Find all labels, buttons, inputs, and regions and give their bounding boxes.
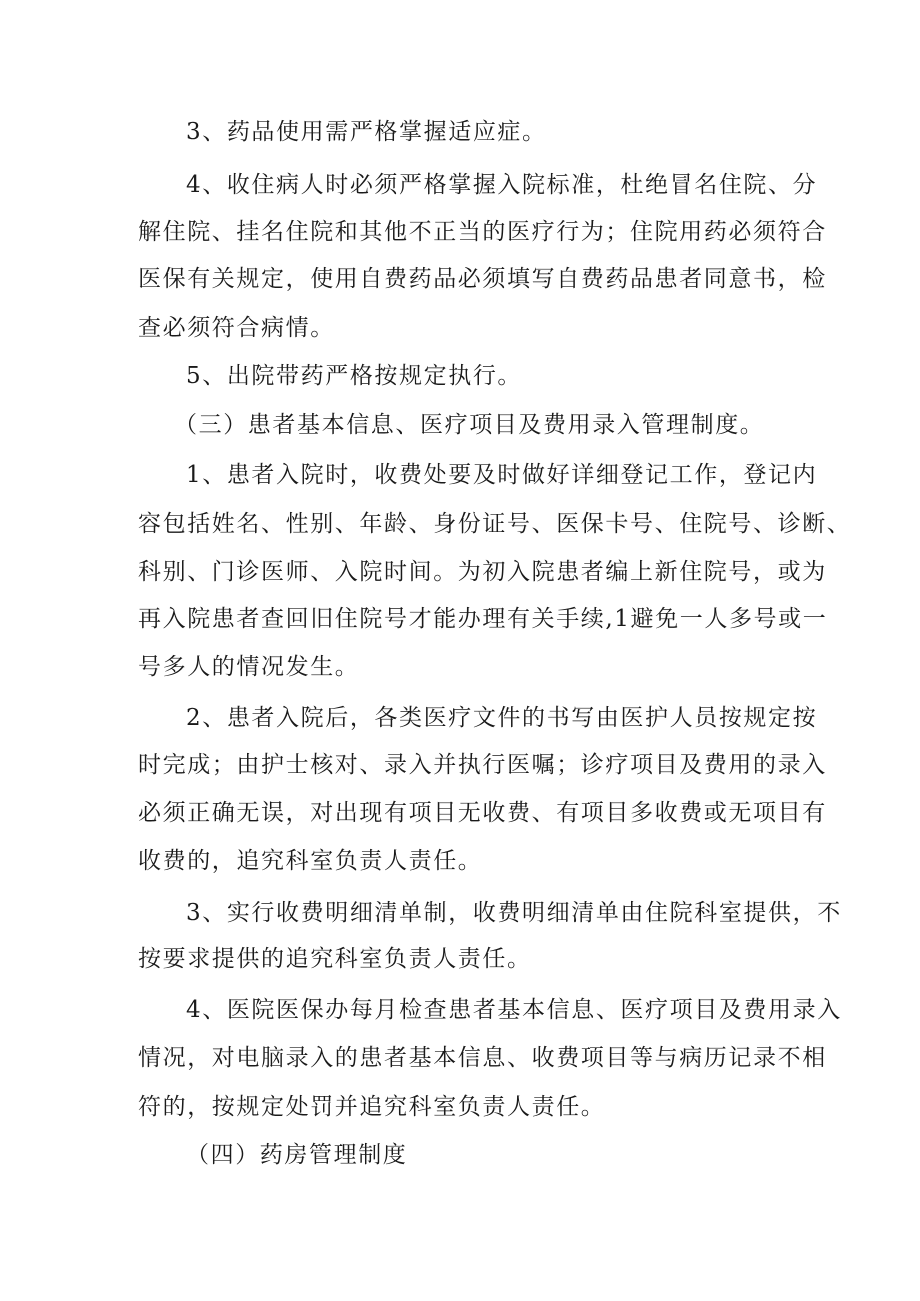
text-line: 时完成；由护士核对、录入并执行医嘱；诊疗项目及费用的录入 [138, 752, 827, 778]
text-line: 5、出院带药严格按规定执行。 [186, 363, 523, 389]
section-heading: （四）药房管理制度 [186, 1142, 408, 1168]
text-line: 解住院、挂名住院和其他不正当的医疗行为；住院用药必须符合 [138, 219, 827, 245]
text-line: 按要求提供的追究科室负责人责任。 [138, 946, 532, 972]
text-line: 医保有关规定，使用自费药品必须填写自费药品患者同意书，检 [138, 266, 827, 292]
text-line: 1、患者入院时，收费处要及时做好详细登记工作，登记内 [186, 462, 818, 488]
text-line: 再入院患者查回旧住院号才能办理有关手续,1避免一人多号或一 [138, 606, 828, 632]
text-line: 3、实行收费明细清单制，收费明细清单由住院科室提供，不 [186, 900, 842, 926]
text-line: 符的，按规定处罚并追究科室负责人责任。 [138, 1094, 606, 1120]
text-line: 收费的，追究科室负责人责任。 [138, 848, 483, 874]
text-line: 情况，对电脑录入的患者基本信息、收费项目等与病历记录不相 [138, 1045, 827, 1071]
text-line: 查必须符合病情。 [138, 315, 335, 341]
text-line: 必须正确无误，对出现有项目无收费、有项目多收费或无项目有 [138, 800, 827, 826]
text-line: 4、医院医保办每月检查患者基本信息、医疗项目及费用录入 [186, 997, 842, 1023]
text-line: 3、药品使用需严格掌握适应症。 [186, 119, 547, 145]
text-line: 容包括姓名、性别、年龄、身份证号、医保卡号、住院号、诊断、 [138, 511, 852, 537]
section-heading: （三）患者基本信息、医疗项目及费用录入管理制度。 [174, 412, 765, 438]
text-line: 科别、门诊医师、入院时间。为初入院患者编上新住院号，或为 [138, 559, 827, 585]
text-line: 2、患者入院后，各类医疗文件的书写由医护人员按规定按 [186, 705, 818, 731]
text-line: 4、收住病人时必须严格掌握入院标准，杜绝冒名住院、分 [186, 172, 818, 198]
text-line: 号多人的情况发生。 [138, 654, 360, 680]
